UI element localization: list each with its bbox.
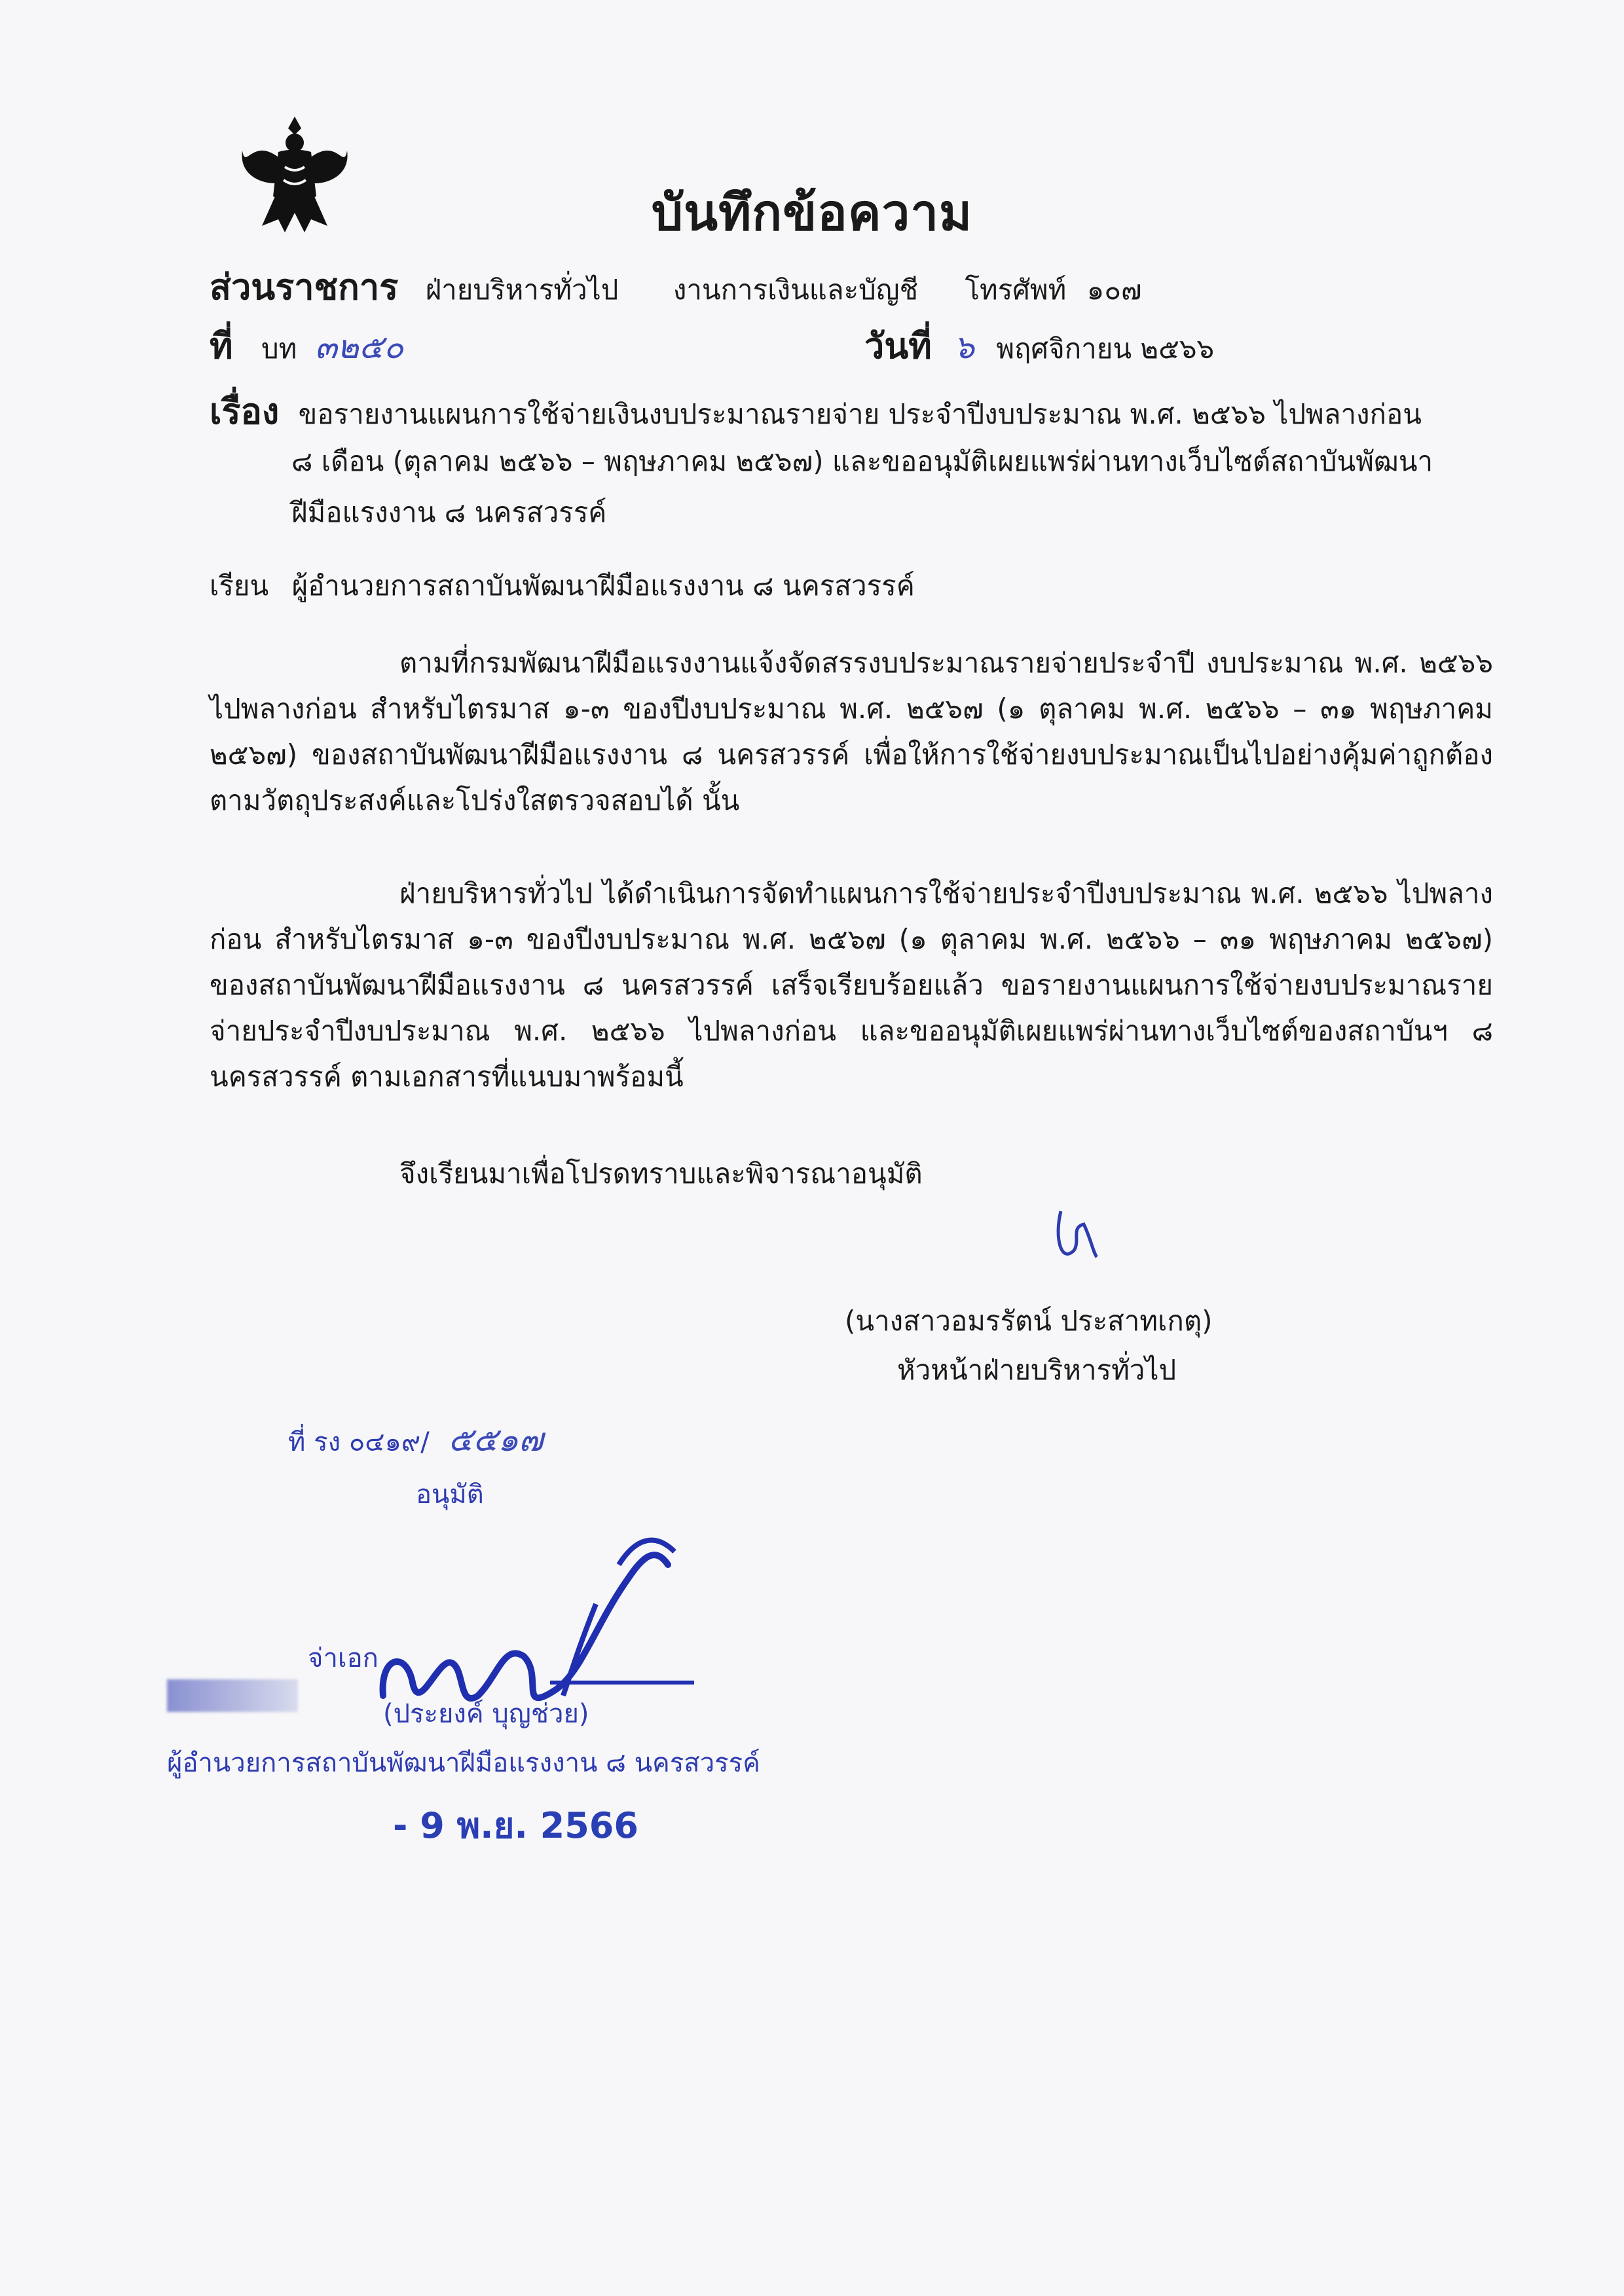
paragraph-1 [210, 640, 1493, 824]
department-label: ส่วนราชการ [210, 266, 399, 308]
stamp-date: - 9 พ.ย. 2566 [393, 1805, 638, 1846]
approval-ref-text: ที่ รง ๐๔๑๙/ [288, 1427, 430, 1457]
department-line [210, 259, 1142, 315]
phone-value: ๑๐๗ [1086, 274, 1142, 306]
addressee-label: เรียน [210, 570, 269, 602]
approver-title: ผู้อำนวยการสถาบันพัฒนาฝีมือแรงงาน ๘ นครสวรรค์ [167, 1748, 760, 1778]
date-day: ๖ [953, 328, 974, 366]
approval-status: อนุมัติ [416, 1480, 484, 1510]
date-month-year: พฤศจิกายน ๒๕๖๖ [996, 333, 1215, 365]
sender-signature [1048, 1198, 1107, 1270]
reference-prefix: บท [261, 333, 297, 365]
sender-title: หัวหน้าฝ่ายบริหารทั่วไป [897, 1354, 1177, 1386]
approval-ref-number: ๕๕๑๗ [448, 1421, 544, 1459]
addressee-value: ผู้อำนวยการสถาบันพัฒนาฝีมือแรงงาน ๘ นครสวรรค์ [291, 570, 915, 602]
closing-line: จึงเรียนมาเพื่อโปรดทราบและพิจารณาอนุมัติ [399, 1157, 923, 1190]
date-label: วันที่ [864, 325, 932, 367]
subject-text-2: ๘ เดือน (ตุลาคม ๒๕๖๖ – พฤษภาคม ๒๕๖๗) และขออนุมัติเผยแพร่ผ่านทางเว็บไซต์สถาบันพัฒนา [291, 445, 1433, 477]
approval-ref [288, 1414, 543, 1466]
approver-name: (ประยงค์ บุญช่วย) [383, 1699, 589, 1729]
reference-label: ที่ [210, 325, 233, 367]
addressee-line [210, 564, 915, 608]
memo-title: บันทึกข้อความ [651, 183, 973, 242]
paragraph-2 [210, 871, 1493, 1100]
sender-name: (นางสาวอมรรัตน์ ประสาทเกตุ) [845, 1305, 1213, 1337]
reference-line [210, 318, 403, 374]
subject-text-3: ฝีมือแรงงาน ๘ นครสวรรค์ [291, 496, 607, 528]
phone-label: โทรศัพท์ [965, 274, 1067, 306]
stamp-ink-smudge [167, 1679, 298, 1712]
paragraph-2-text: ฝ่ายบริหารทั่วไป ได้ดำเนินการจัดทำแผนการใช้จ่ายประจำปีงบประมาณ พ.ศ. ๒๕๖๖ ไปพลางก่อน สำหรับไตรมาส ๑-๓ ของปีงบประมาณ พ.ศ. ๒๕๖๗ (๑ ตุลาคม พ.ศ. ๒๕๖๖ – ๓๑ พฤษภาคม ๒๕๖๗) ของสถาบันพัฒนาฝีมือแรงงาน ๘ นครสวรรค์ เสร็จเรียบร้อยแล้ว ขอรายงานแผนการใช้จ่ายงบประมาณรายจ่ายประจำปีงบประมาณ พ.ศ. ๒๕๖๖ ไปพลางก่อน และขออนุมัติเผยแพร่ผ่านทางเว็บไซต์ของสถาบันฯ ๘ นครสวรรค์ ตามเอกสารที่แนบมาพร้อมนี้ [210, 877, 1493, 1093]
reference-number: ๓๒๕๐ [314, 328, 404, 366]
subject-line-1 [210, 383, 1422, 439]
subject-text-1: ขอรายงานแผนการใช้จ่ายเงินงบประมาณรายจ่าย ประจำปีงบประมาณ พ.ศ. ๒๕๖๖ ไปพลางก่อน [298, 398, 1422, 430]
approver-rank: จ่าเอก [308, 1643, 378, 1673]
department-unit: งานการเงินและบัญชี [673, 274, 919, 306]
date-line [864, 318, 1214, 374]
subject-label: เรื่อง [210, 391, 280, 432]
paragraph-1-text: ตามที่กรมพัฒนาฝีมือแรงงานแจ้งจัดสรรงบประมาณรายจ่ายประจำปี งบประมาณ พ.ศ. ๒๕๖๖ ไปพลางก่อน สำหรับไตรมาส ๑-๓ ของปีงบประมาณ พ.ศ. ๒๕๖๗ (๑ ตุลาคม พ.ศ. ๒๕๖๖ – ๓๑ พฤษภาคม ๒๕๖๗) ของสถาบันพัฒนาฝีมือแรงงาน ๘ นครสวรรค์ เพื่อให้การใช้จ่ายงบประมาณเป็นไปอย่างคุ้มค่าถูกต้อง ตามวัตถุประสงค์และโปร่งใสตรวจสอบได้ นั้น [210, 647, 1493, 816]
department-value: ฝ่ายบริหารทั่วไป [425, 274, 619, 306]
